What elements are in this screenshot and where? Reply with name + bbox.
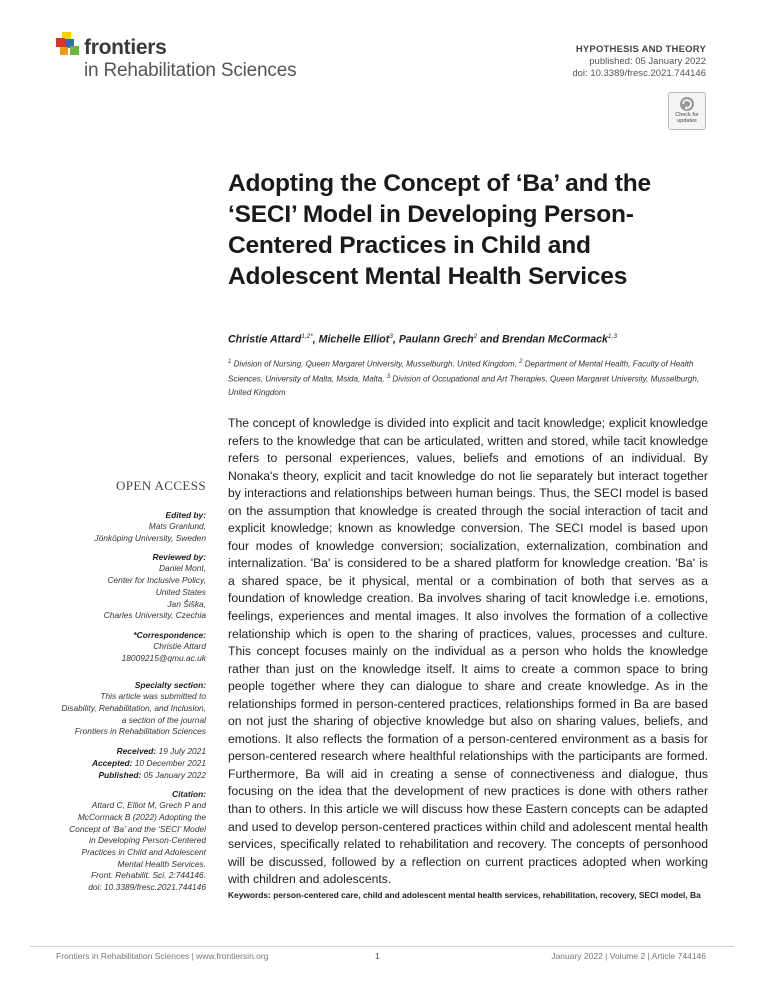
affil-sup: 1 [228,359,232,365]
article-sidebar [56,478,206,894]
published-date: published: 05 January 2022 [589,56,706,67]
affiliations [228,356,712,400]
editor-line: Jönköping University, Sweden [94,532,206,543]
author-name[interactable]: Brendan McCormack [501,333,608,346]
brand-name: frontiers [84,36,167,59]
citation-label: Citation: [172,789,206,800]
author-list [228,333,718,346]
specialty-line: a section of the journal [121,714,206,725]
check-for-updates-icon [679,96,695,112]
author-separator: , [312,333,319,346]
journal-logo[interactable] [56,30,306,82]
reviewer-line[interactable]: Daniel Mont, [158,563,206,574]
author-affil-sup: 1,2* [301,333,313,340]
doi[interactable]: doi: 10.3389/fresc.2021.744146 [572,68,706,79]
frontiers-logo-icon [56,32,82,58]
received-value: 19 July 2021 [156,746,206,757]
specialty-line: Disability, Rehabilitation, and Inclusion, [61,703,206,714]
check-badge-line-2: updates [677,118,697,124]
citation-line: Front. Rehabilit. Sci. 2:744146. [91,870,206,881]
article-type: HYPOTHESIS AND THEORY [575,44,706,55]
reviewer-line[interactable]: Jan Šiška, [167,598,206,609]
citation-line: McCormack B (2022) Adopting the [77,811,206,822]
check-badge-line-1: Check for [675,112,699,118]
citation-line: in Developing Person-Centered [89,835,206,846]
published-label: Published: [98,769,142,780]
accepted-value: 10 December 2021 [132,757,206,768]
abstract-text: The concept of knowledge is divided into explicit and tacit knowledge; explicit knowledge refers to the knowledge that can be articulated, written and stored, while tacit knowledge refers to personal experiences, values, beliefs and emotions of an individual. By Nonaka's theory, explicit and tacit knowledge do not lie separately but interact together by interactions and relationships between human beings. Thus, the SECI model is based on the assumption that knowledge is created through the social interaction of tacit and explicit knowledge; known as knowledge conversion. The SECI model is based upon four modes of knowledge conversion; socialization, externalization, combination and internalization. 'Ba' is considered to be a shared platform for knowledge creation. 'Ba' is a shared space, be it physical, mental or a combination of both that serves as a foundation of knowledge creation. Ba involves sharing of tacit knowledge i.e. emotions, feelings, experiences and mental images. It also involves the formation of a collective relationship which is open to the sharing of practices, values, processes and culture. This concept focuses mainly on the individual as a person who holds the knowledge rather than just on the knowledge itself. It aims to create a common space to bring people together where they can dialogue to share and create knowledge. As in the relationships formed in person-centered practices, relationships formed in Ba are based on not just the sharing of objective knowledge but also on sharing values, beliefs, and emotions. It also reflects the formation of a person-centered environment as a basis for person-centered research where healthful relationships with the participants are formed. Furthermore, Ba will aid in creating a sense of connectiveness and dialogue, thus focusing on the idea that the development of new practices is done with others rather than to others. In this article we will discuss how these Eastern concepts can be adapted and used to develop person-centered practices within child and adolescent mental health services, specifically related to rehabilitation and recovery. The concepts of personhood will be discussed, followed by a reflection on current practices adopted when working with children and adolescents. [228,416,708,887]
reviewer-line: Center for Inclusive Policy, [107,575,206,586]
keywords-list: person-centered care, child and adolescent mental health services, rehabilitation, recovery, SECI model, Ba [270,890,701,900]
citation-line: Mental Health Services. [117,858,206,869]
author-affil-sup: 3 [389,333,393,340]
reviewed-by-label: Reviewed by: [152,552,206,563]
specialty-line: This article was submitted to [100,691,206,702]
published-value: 05 January 2022 [141,769,206,780]
footer-journal-link[interactable]: Frontiers in Rehabilitation Sciences | www.frontiersin.org [56,951,269,961]
affiliation: Department of Mental Health, Faculty of Health Sciences, University of Malta, Msida, Malta, [228,359,694,384]
author-name[interactable]: Paulann Grech [398,333,474,346]
page-number: 1 [375,951,380,961]
affil-sup: 2 [519,359,523,365]
journal-name: in Rehabilitation Sciences [84,60,297,81]
accepted-date [56,758,206,770]
check-for-updates-badge[interactable] [668,92,706,130]
affiliation: Division of Nursing, Queen Margaret University, Musselburgh, United Kingdom, [231,359,520,369]
published-date-sidebar [56,770,206,782]
keywords-label: Keywords: [228,890,271,900]
author-affil-sup: 2 [473,333,478,340]
reviewer-line: United States [155,586,206,597]
author-separator: and [477,333,502,346]
reviewer-line: Charles University, Czechia [103,610,206,621]
received-date [56,746,206,758]
edited-by-label: Edited by: [165,510,206,520]
correspondence-email[interactable]: 18009215@qmu.ac.uk [121,652,206,663]
footer-divider [30,946,734,947]
author-separator: , [392,333,399,346]
author-name[interactable]: Christie Attard [228,333,302,346]
specialty-section-label: Specialty section: [134,680,206,691]
author-affil-sup: 1,3 [607,333,617,340]
open-access-label: OPEN ACCESS [115,478,206,493]
correspondence-name: Christie Attard [153,640,206,651]
citation-line: Concept of ‘Ba’ and the ‘SECI’ Model [69,823,206,834]
keywords [228,889,708,901]
affil-sup: 3 [386,374,391,381]
article-title: Adopting the Concept of ‘Ba’ and the ‘SECI’ Model in Developing Person-Centered Practices in Child and Adolescent Mental Health Services [228,170,651,290]
affiliation: Division of Occupational and Art Therapies, Queen Margaret University, Musselburgh, United Kingdom [228,374,700,398]
citation-line: Practices in Child and Adolescent [81,847,206,858]
accepted-label: Accepted: [91,757,133,768]
footer-issue-info: January 2022 | Volume 2 | Article 744146 [551,951,706,961]
editor-line[interactable]: Mats Granlund, [148,521,206,531]
correspondence-label: *Correspondence: [133,629,206,640]
specialty-line: Frontiers in Rehabilitation Sciences [74,726,206,737]
article-meta [572,44,706,80]
received-label: Received: [116,746,157,757]
author-name[interactable]: Michelle Elliot [318,333,390,346]
citation-line: Attard C, Elliot M, Grech P and [91,800,206,811]
citation-doi[interactable]: doi: 10.3389/fresc.2021.744146 [88,882,206,893]
